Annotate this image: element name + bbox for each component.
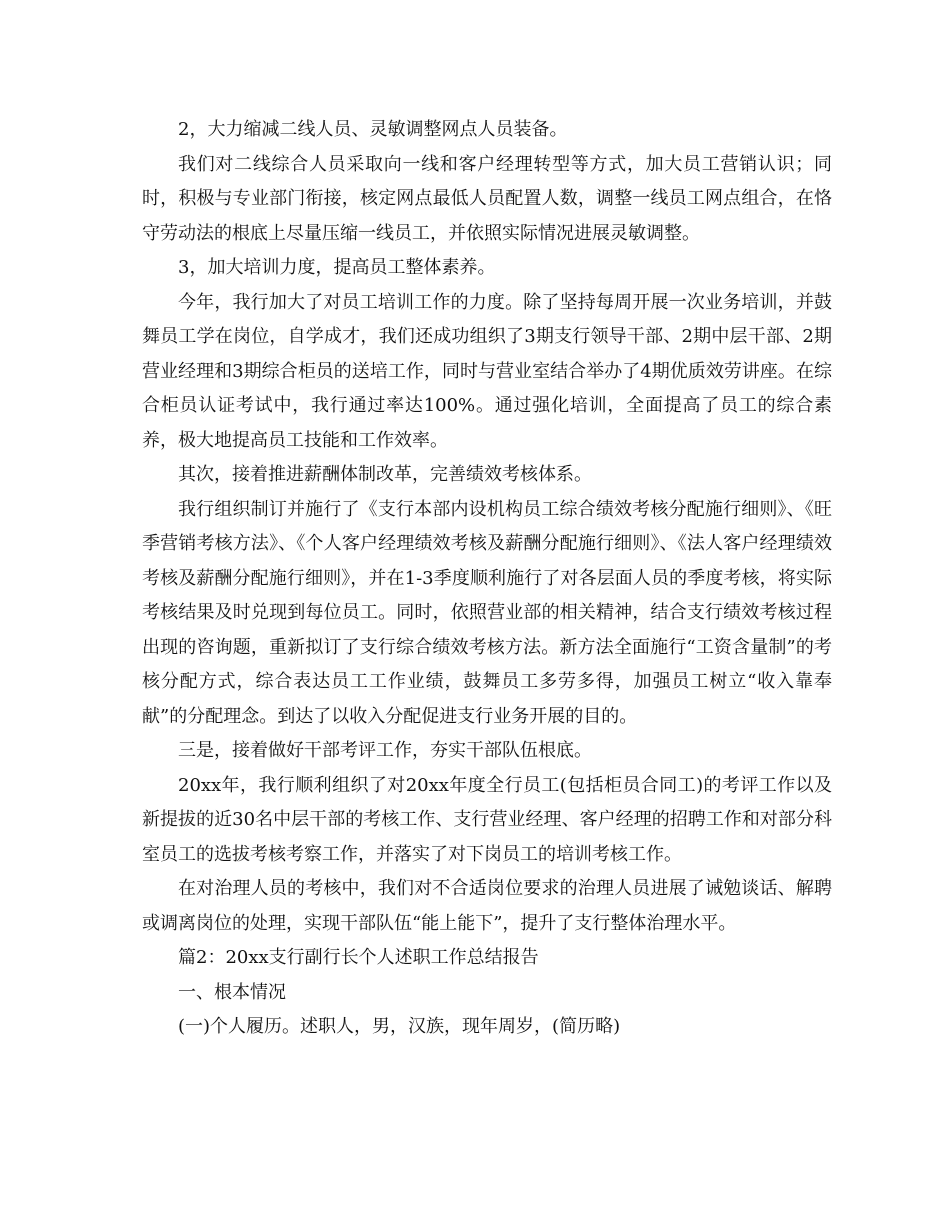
paragraph-3: 3，加大培训力度，提高员工整体素养。 bbox=[178, 257, 496, 278]
paragraph-11: 一、根本情况 bbox=[178, 981, 286, 1003]
paragraph-2: 我们对二线综合人员采取向一线和客户经理转型等方式，加大员工营销认识；同时，积极与专业部门衔接，核定网点最低人员配置人数，调整一线员工网点组合，在恪守劳动法的根底上尽量压缩一线员工，并依照实际情况进展灵敏调整。 bbox=[142, 153, 832, 244]
paragraph-10: 篇2：20xx支行副行长个人述职工作总结报告 bbox=[178, 947, 539, 968]
paragraph-6: 我行组织制订并施行了《支行本部内设机构员工综合绩效考核分配施行细则》、《旺季营销考核方法》、《个人客户经理绩效考核及薪酬分配施行细则》、《法人客户经理绩效考核及薪酬分配施行细则》，并在1-3季度顺利施行了对各层面人员的季度考核，将实际考核结果及时兑现到每位员工。同时，依照营业部的相关精神，结合支行绩效考核过程出现的咨询题，重新拟订了支行综合绩效考核方法。新方法全面施行“工资含量制”的考核分配方式，综合表达员工工作业绩，鼓舞员工多劳多得，加强员工树立“收入靠奉献”的分配理念。到达了以收入分配促进支行业务开展的目的。 bbox=[142, 498, 832, 727]
paragraph-9: 在对治理人员的考核中，我们对不合适岗位要求的治理人员进展了诫勉谈话、解聘或调离岗位的处理，实现干部队伍“能上能下”，提升了支行整体治理水平。 bbox=[142, 878, 832, 934]
paragraph-7: 三是，接着做好干部考评工作，夯实干部队伍根底。 bbox=[178, 740, 592, 761]
paragraph-4: 今年，我行加大了对员工培训工作的力度。除了坚持每周开展一次业务培训，并鼓舞员工学在岗位，自学成才，我们还成功组织了3期支行领导干部、2期中层干部、2期营业经理和3期综合柜员的送培工作，同时与营业室结合举办了4期优质效劳讲座。在综合柜员认证考试中，我行通过率达100%。通过强化培训，全面提高了员工的综合素养，极大地提高员工技能和工作效率。 bbox=[142, 291, 832, 451]
paragraph-5: 其次，接着推进薪酬体制改革，完善绩效考核体系。 bbox=[178, 464, 592, 485]
paragraph-12: (一)个人履历。述职人，男，汉族，现年周岁，(简历略) bbox=[178, 1016, 621, 1037]
paragraph-1: 2，大力缩减二线人员、灵敏调整网点人员装备。 bbox=[178, 119, 568, 140]
paragraph-8: 20xx年，我行顺利组织了对20xx年度全行员工(包括柜员合同工)的考评工作以及新提拔的近30名中层干部的考核工作、支行营业经理、客户经理的招聘工作和对部分科室员工的选拔考核考察工作，并落实了对下岗员工的培训考核工作。 bbox=[142, 774, 832, 865]
document-body bbox=[142, 113, 832, 1045]
